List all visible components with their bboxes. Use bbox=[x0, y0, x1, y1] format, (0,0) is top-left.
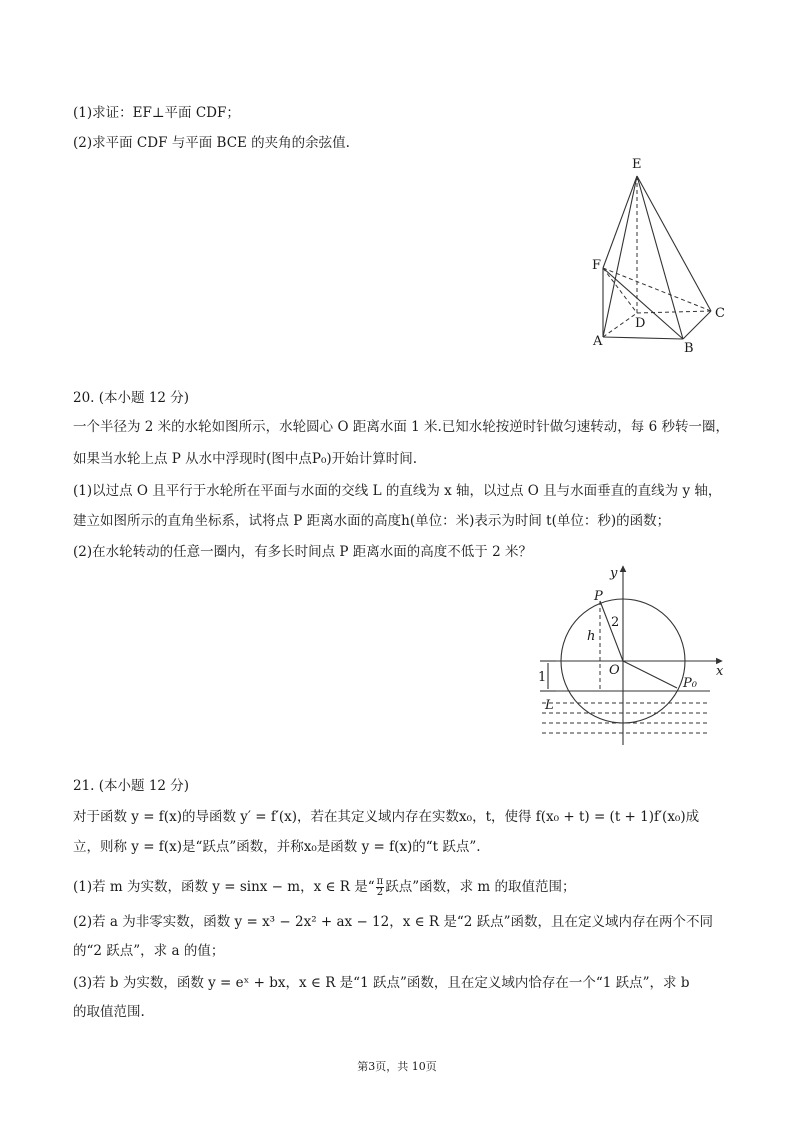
label-C: C bbox=[715, 306, 725, 321]
q19-part2: (2)求平面 CDF 与平面 BCE 的夹角的余弦值. bbox=[73, 135, 350, 151]
q20-heading: 20. (本小题 12 分) bbox=[73, 390, 190, 406]
q21-p4: (2)若 a 为非零实数，函数 y = x³ − 2x² + ax − 12，x ∈ R 是“2 跃点”函数，且在定义域内存在两个不同 bbox=[73, 914, 714, 930]
edge-EC bbox=[637, 176, 711, 311]
q21-p2: 立，则称 y = f(x)是“跃点”函数，并称x₀是函数 y = f(x)的“t 跃点”. bbox=[73, 839, 481, 855]
q21-p3-start: (1)若 m 为实数，函数 y = sinx − m，x ∈ R 是“ bbox=[73, 879, 375, 895]
water-wheel-figure bbox=[530, 560, 735, 750]
q21-p3-end: 跃点”函数，求 m 的取值范围； bbox=[385, 879, 576, 895]
label-L: L bbox=[545, 698, 554, 713]
label-h: h bbox=[587, 629, 596, 644]
edge-BC bbox=[683, 311, 711, 339]
edge-FD bbox=[603, 268, 637, 313]
label-E: E bbox=[632, 157, 642, 172]
pi-over-2-fraction bbox=[376, 877, 385, 898]
edge-FC bbox=[603, 268, 711, 311]
q21-p1: 对于函数 y = f(x)的导函数 y′ = f′(x)，若在其定义域内存在实数x₀，t，使得 f(x₀ + t) = (t + 1)f′(x₀)成 bbox=[73, 809, 700, 825]
q20-p1: 一个半径为 2 米的水轮如图所示，水轮圆心 O 距离水面 1 米.已知水轮按逆时针做匀速转动，每 6 秒转一圈， bbox=[73, 419, 729, 435]
edge-EA bbox=[603, 176, 637, 337]
label-D: D bbox=[635, 316, 646, 331]
label-P0: P₀ bbox=[683, 676, 697, 691]
pyramid-figure bbox=[580, 150, 740, 355]
page-footer: 第3页，共 10页 bbox=[357, 1060, 437, 1073]
label-1: 1 bbox=[538, 670, 547, 685]
q21-p5: 的“2 跃点”，求 a 的值； bbox=[73, 943, 225, 959]
label-P: P bbox=[594, 589, 603, 604]
q21-p6: (3)若 b 为实数，函数 y = eˣ + bx，x ∈ R 是“1 跃点”函数，且在定义域内恰存在一个“1 跃点”，求 b bbox=[73, 975, 690, 991]
label-A: A bbox=[593, 334, 603, 349]
q19-part1: (1)求证：EF⊥平面 CDF； bbox=[73, 105, 240, 121]
radius-OP0 bbox=[623, 661, 677, 688]
label-O: O bbox=[609, 663, 620, 678]
label-F: F bbox=[592, 258, 602, 273]
label-y: y bbox=[610, 566, 618, 581]
q21-heading: 21. (本小题 12 分) bbox=[73, 778, 190, 794]
edge-AB bbox=[603, 337, 683, 339]
edge-EB bbox=[637, 176, 683, 339]
fraction-denominator: 2 bbox=[376, 887, 384, 898]
radius-OP bbox=[600, 601, 623, 661]
q20-p5: (2)在水轮转动的任意一圈内，有多长时间点 P 距离水面的高度不低于 2 米？ bbox=[73, 544, 532, 560]
label-x: x bbox=[716, 664, 724, 679]
q20-p4: 建立如图所示的直角坐标系，试将点 P 距离水面的高度h(单位：米)表示为时间 t(单位：秒)的函数； bbox=[73, 513, 671, 529]
q21-p3 bbox=[73, 877, 576, 898]
edge-DC bbox=[637, 311, 711, 313]
label-2: 2 bbox=[611, 615, 620, 630]
q21-p7: 的取值范围. bbox=[73, 1004, 145, 1020]
q20-p3: (1)以过点 O 且平行于水轮所在平面与水面的交线 L 的直线为 x 轴，以过点 O 且与水面垂直的直线为 y 轴， bbox=[73, 483, 722, 499]
fraction-numerator: π bbox=[376, 876, 384, 887]
edge-AD bbox=[603, 313, 637, 337]
label-B: B bbox=[684, 341, 694, 355]
q20-p2: 如果当水轮上点 P 从水中浮现时(图中点P₀)开始计算时间. bbox=[73, 451, 417, 467]
